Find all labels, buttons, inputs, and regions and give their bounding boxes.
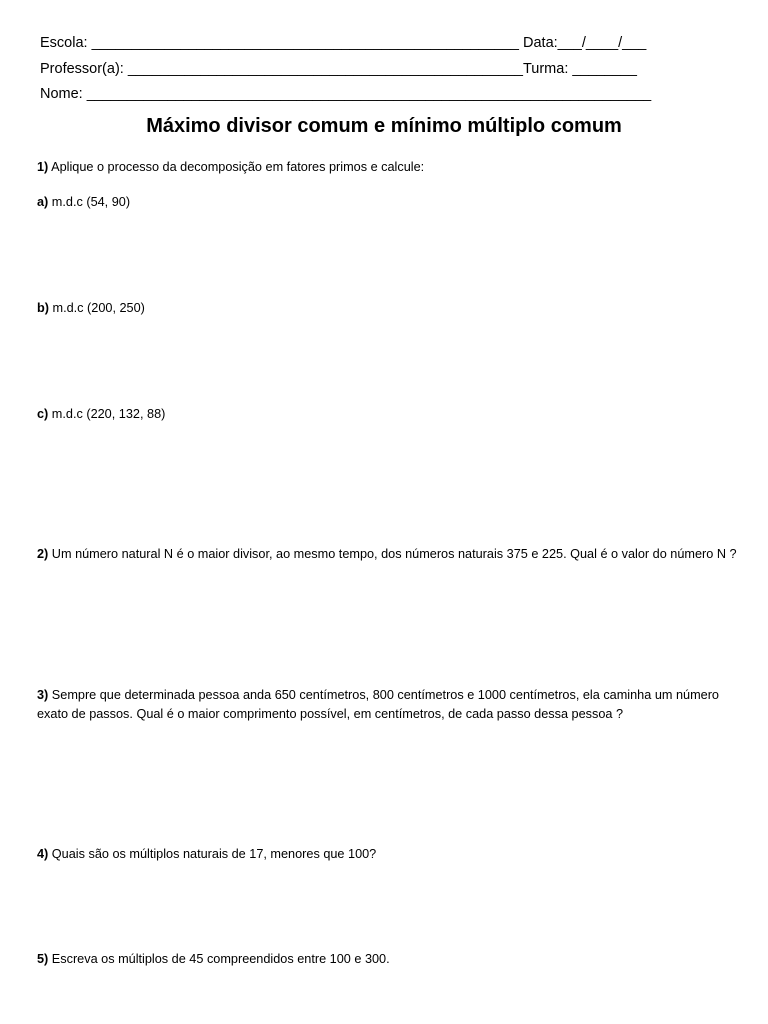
question-number: 4) xyxy=(37,847,49,861)
question-text: Sempre que determinada pessoa anda 650 centímetros, 800 centímetros e 1000 centímetros, ela caminha um número exato de passos. Qual é o maior comprimento possível, em centímetros, de cada passo dessa pessoa ? xyxy=(37,688,719,721)
question-text: m.d.c (200, 250) xyxy=(48,301,145,315)
question-1a xyxy=(37,193,737,212)
school-line: Escola: _____________________________________________________ Data:___/____/___ xyxy=(40,35,647,51)
question-number: b) xyxy=(37,301,49,315)
question-text: Aplique o processo da decomposição em fatores primos e calcule: xyxy=(48,160,425,174)
question-1c xyxy=(37,405,737,424)
question-1b xyxy=(37,299,737,318)
question-text: Escreva os múltiplos de 45 compreendidos entre 100 e 300. xyxy=(48,952,390,966)
question-text: m.d.c (54, 90) xyxy=(48,195,131,209)
question-4 xyxy=(37,845,737,864)
question-2 xyxy=(37,545,737,564)
question-text: Um número natural N é o maior divisor, ao mesmo tempo, dos números naturais 375 e 225. Qual é o valor do número N ? xyxy=(48,547,737,561)
question-number: 2) xyxy=(37,547,49,561)
teacher-line: Professor(a): _________________________________________________Turma: ________ xyxy=(40,61,637,77)
question-1 xyxy=(37,158,737,177)
question-number: a) xyxy=(37,195,49,209)
question-text: m.d.c (220, 132, 88) xyxy=(48,407,166,421)
name-line: Nome: ______________________________________________________________________ xyxy=(40,86,652,102)
question-text: Quais são os múltiplos naturais de 17, menores que 100? xyxy=(48,847,377,861)
question-3 xyxy=(37,686,737,723)
question-number: 3) xyxy=(37,688,49,702)
question-number: 1) xyxy=(37,160,49,174)
question-5 xyxy=(37,950,737,969)
question-number: 5) xyxy=(37,952,49,966)
page-title: Máximo divisor comum e mínimo múltiplo comum xyxy=(146,115,622,137)
question-number: c) xyxy=(37,407,49,421)
